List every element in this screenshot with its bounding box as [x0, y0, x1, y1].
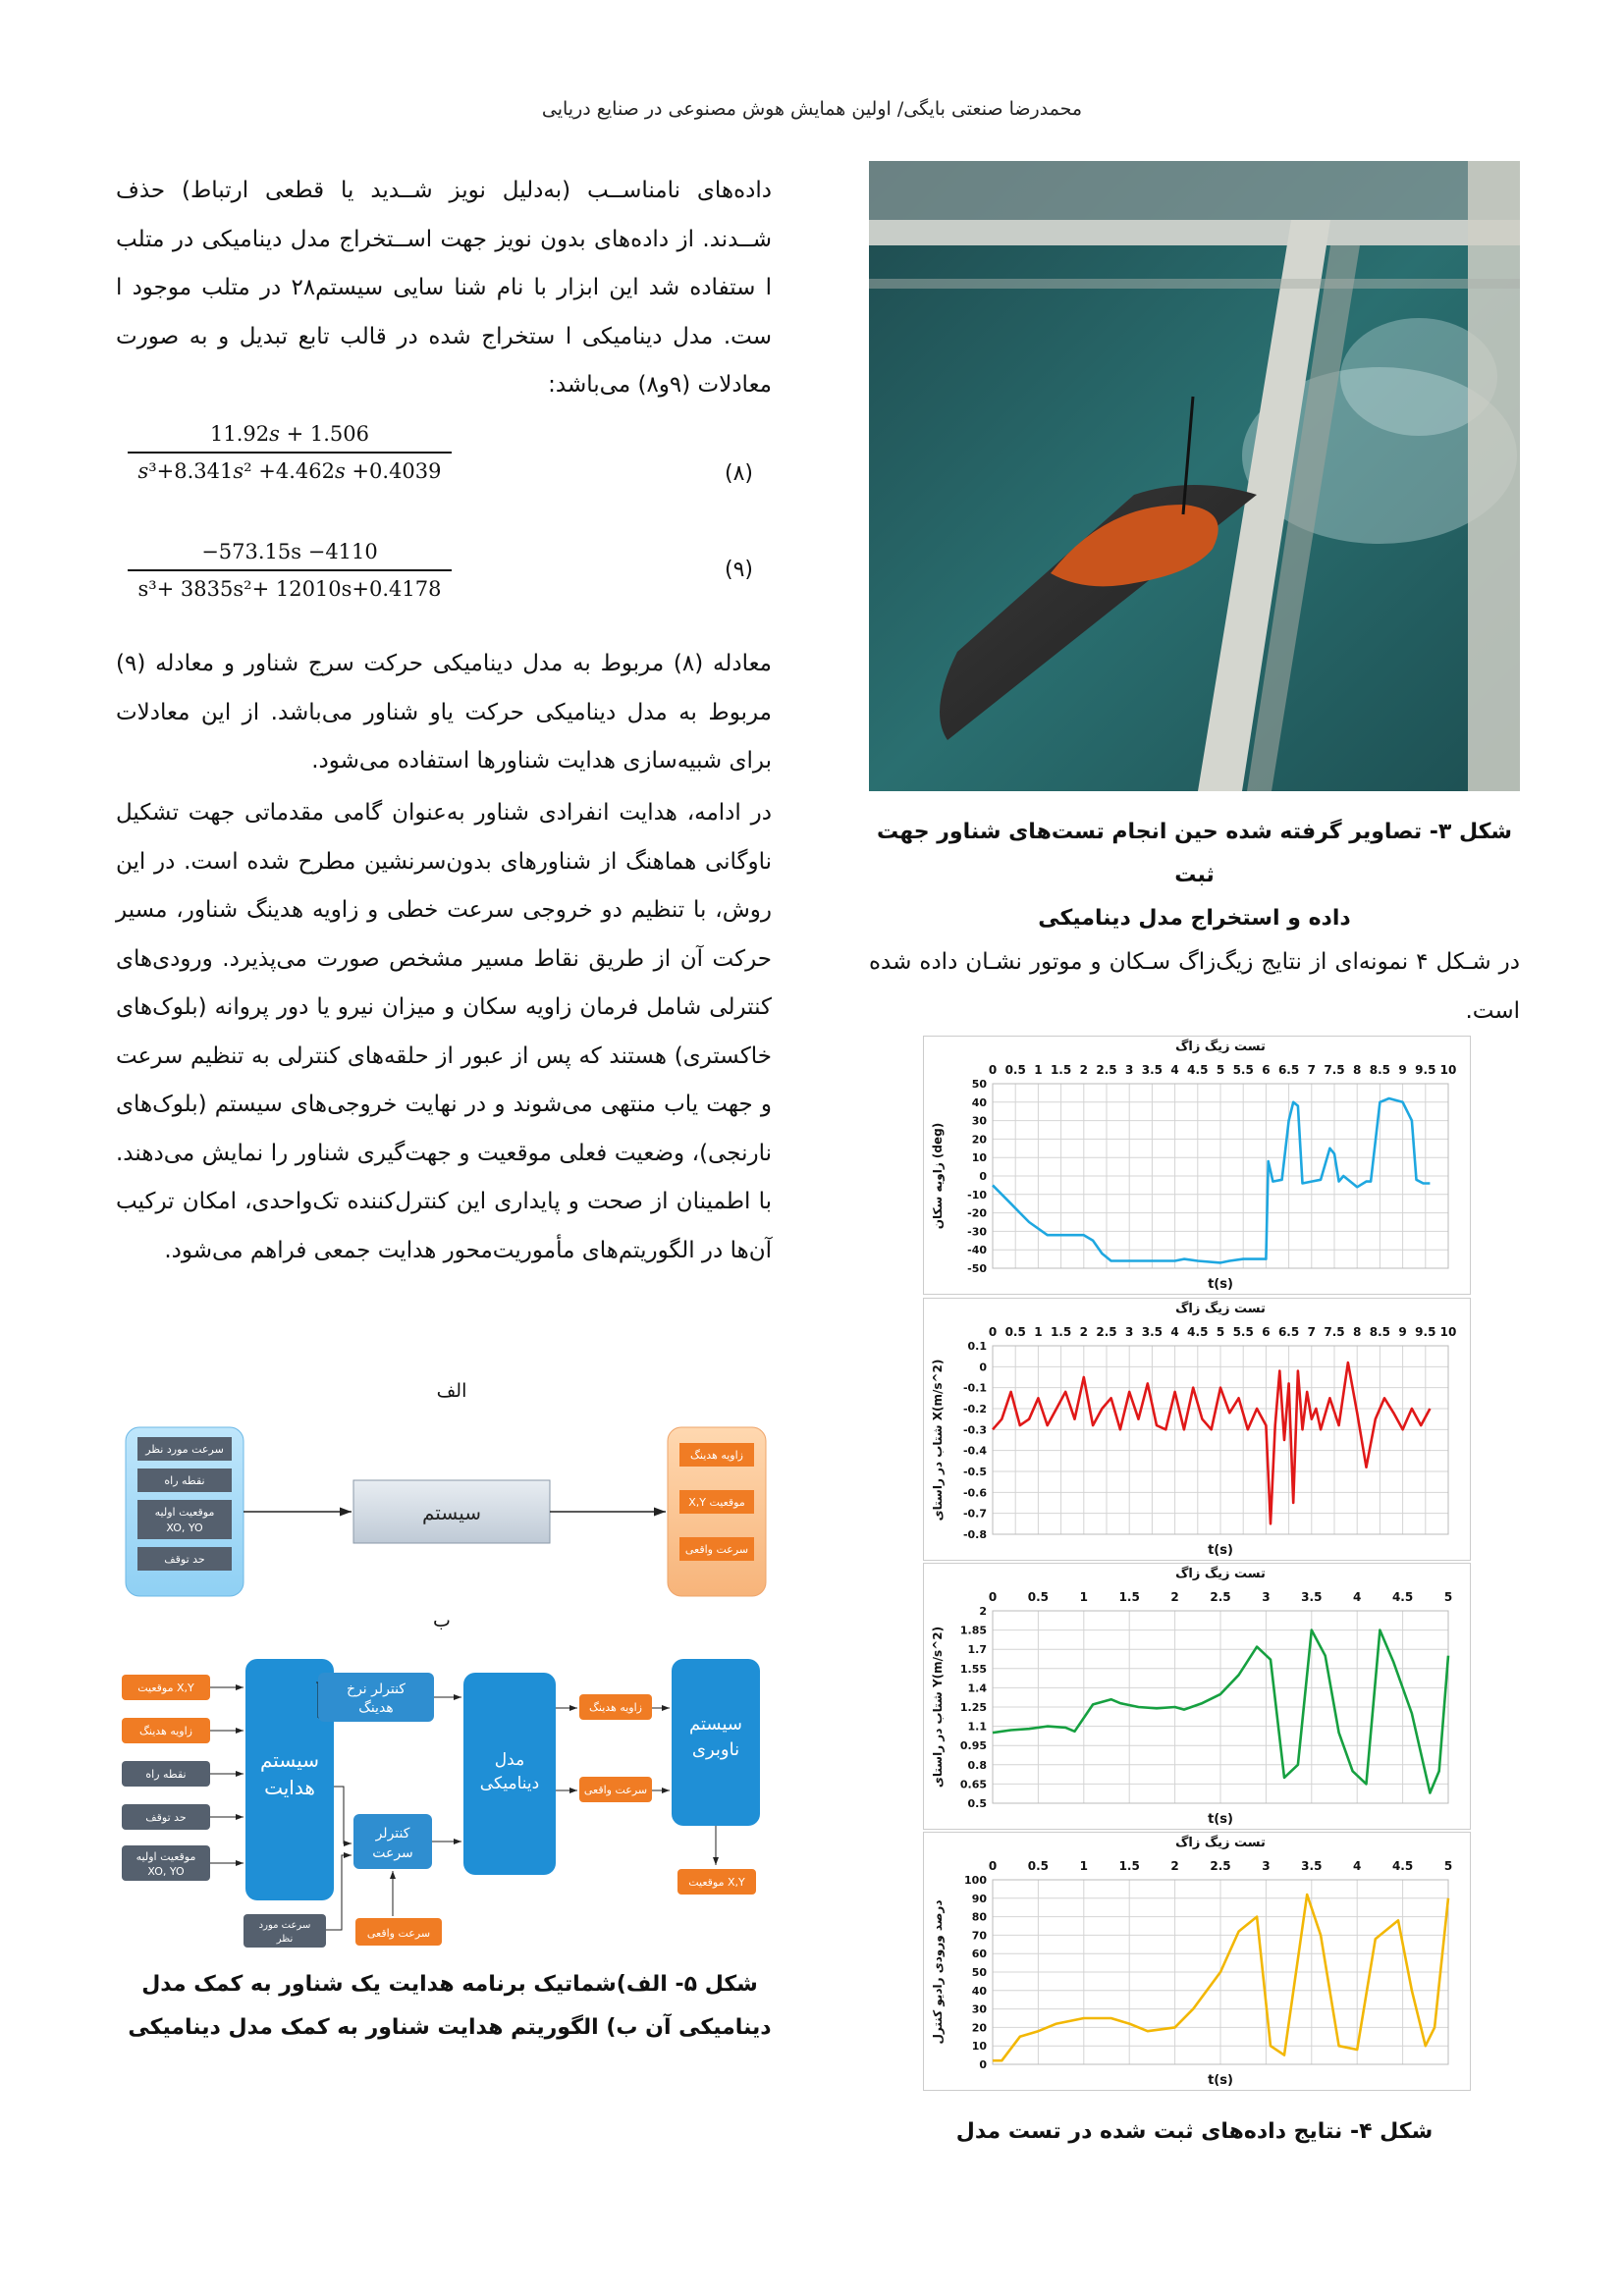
x-tick-label: 5: [1216, 1325, 1225, 1339]
y-tick-label: -10: [967, 1188, 987, 1201]
x-axis-label: t(s): [1208, 1277, 1233, 1292]
fig5a-input-text: سرعت مورد نظر: [145, 1443, 224, 1456]
x-tick-label: 1.5: [1050, 1325, 1072, 1339]
x-tick-label: 4.5: [1187, 1063, 1209, 1077]
frame-beam: [869, 220, 1520, 245]
eq8-fraction-bar: [128, 452, 452, 454]
fig5b-dynamic-model-text: مدل: [494, 1750, 525, 1770]
right-paragraph: در شـکل ۴ نمونه‌ای از نتایج زیگ‌زاگ سـکان و موتور نشـان داده شده است.: [869, 949, 1520, 1024]
paragraph-1: داده‌های نامناســب (به‌دلیل نویز شــدید یا قطعی ارتباط) حذف شــدند. از داده‌های بدون نویز جهت اســتخراج مدل دینامیکی در متلب ا ستفاده شد این ابزار با نام شنا سایی سیستم۲۸ در متلب موجود ا ست. مدل دینامیکی ا ستخراج شده در قالب تابع تبدیل و به صورت معادلات (۹و۸) می‌باشد:: [116, 178, 772, 398]
x-tick-label: 0.5: [1004, 1325, 1026, 1339]
x-tick-label: 8.5: [1369, 1325, 1391, 1339]
x-tick-label: 1.5: [1118, 1859, 1140, 1873]
x-tick-label: 1.5: [1050, 1063, 1072, 1077]
fig4-chart-accel-x: [923, 1298, 1471, 1561]
x-tick-label: 2.5: [1210, 1590, 1231, 1604]
fig5b-guidance-text: سیستم: [260, 1748, 319, 1772]
fig3-caption-line2: داده و استخراج مدل دینامیکی: [1038, 906, 1351, 931]
chart-title: تست زیگ زاگ: [1175, 1302, 1266, 1316]
y-tick-label: -0.7: [962, 1507, 987, 1521]
fig3-caption: [869, 811, 1520, 940]
fig5b-heading-ctrl-text: کنترلر نرخ: [347, 1682, 406, 1697]
y-axis-label: شتاب در راستای X(m/s^2): [931, 1359, 945, 1522]
x-tick-label: 7.5: [1324, 1063, 1345, 1077]
y-tick-label: 1.1: [967, 1720, 987, 1734]
fig5-caption: [116, 1963, 784, 2050]
x-tick-label: 7: [1307, 1063, 1316, 1077]
x-tick-label: 6: [1262, 1325, 1271, 1339]
chart-svg: [924, 1833, 1470, 2090]
y-tick-label: 0: [979, 1361, 987, 1374]
fig5-caption-line1: شکل ۵- الف)شماتیک برنامه هدایت یک شناور به کمک مدل: [141, 1972, 758, 1997]
x-tick-label: 2.5: [1096, 1325, 1117, 1339]
y-tick-label: -0.4: [962, 1444, 987, 1458]
fig5b-input-text: موقعیت اولیه: [135, 1850, 196, 1863]
x-axis-label: t(s): [1208, 1812, 1233, 1827]
eq9-number: (۹): [725, 558, 753, 582]
y-tick-label: 40: [971, 1984, 987, 1998]
fig5b-nav-out-text: موقعیت X,Y: [688, 1876, 745, 1889]
x-tick-label: 4: [1170, 1063, 1179, 1077]
x-tick-label: 4: [1353, 1859, 1362, 1873]
chart-title: تست زیگ زاگ: [1175, 1836, 1266, 1850]
x-tick-label: 10: [1439, 1063, 1457, 1077]
x-tick-label: 1.5: [1118, 1590, 1140, 1604]
chart-svg: [924, 1037, 1470, 1294]
y-tick-label: 0.1: [967, 1340, 987, 1353]
x-tick-label: 8.5: [1369, 1063, 1391, 1077]
x-tick-label: 5.5: [1232, 1325, 1254, 1339]
chart-svg: [924, 1299, 1470, 1560]
y-tick-label: -50: [967, 1262, 987, 1275]
x-tick-label: 1: [1034, 1325, 1043, 1339]
series-line: [993, 1362, 1430, 1523]
x-tick-label: 3: [1125, 1325, 1134, 1339]
fig5b-desired-speed-text: نظر: [276, 1934, 294, 1945]
y-tick-label: -30: [967, 1225, 987, 1239]
x-tick-label: 5: [1443, 1859, 1453, 1873]
fig5-caption-line2: دینامیکی آن ب) الگوریتم هدایت شناور به کمک مدل دینامیکی: [128, 2015, 772, 2040]
running-header: محمدرضا صنعتی بایگی/ اولین همایش هوش مصنوعی در صنایع دریایی: [541, 98, 1083, 120]
fig5b-speed-ctrl-text: سرعت: [372, 1845, 413, 1861]
y-tick-label: 0: [979, 2058, 987, 2071]
fig5-label-b: ب: [433, 1610, 451, 1631]
x-tick-label: 0.5: [1004, 1063, 1026, 1077]
y-tick-label: -0.1: [962, 1381, 987, 1395]
eq9-fraction-bar: [128, 569, 452, 571]
y-tick-label: -0.2: [962, 1403, 987, 1415]
fig5a-output-text: X,Y موقعیت: [688, 1496, 745, 1509]
fig5a-input-text: XO, YO: [166, 1522, 203, 1534]
fig4-chart-rudder: [923, 1036, 1471, 1295]
x-tick-label: 6.5: [1277, 1063, 1300, 1077]
y-tick-label: 20: [971, 1133, 987, 1147]
equation-9: [128, 540, 452, 601]
x-tick-label: 5: [1443, 1590, 1453, 1604]
y-tick-label: 80: [971, 1910, 987, 1924]
x-tick-label: 2.5: [1210, 1859, 1231, 1873]
x-tick-label: 6.5: [1277, 1325, 1300, 1339]
x-tick-label: 5: [1216, 1063, 1225, 1077]
fig5a-diagram: [116, 1414, 784, 1610]
x-axis-label: t(s): [1208, 2073, 1233, 2088]
chart-title: تست زیگ زاگ: [1175, 1567, 1266, 1581]
fig5a-input-text: موقعیت اولیه: [154, 1506, 215, 1519]
x-tick-label: 2: [1079, 1325, 1088, 1339]
y-tick-label: -0.5: [962, 1466, 987, 1478]
x-tick-label: 10: [1439, 1325, 1457, 1339]
x-tick-label: 3.5: [1141, 1325, 1164, 1339]
x-tick-label: 7: [1307, 1325, 1316, 1339]
x-tick-label: 3.5: [1301, 1859, 1323, 1873]
y-tick-label: 20: [971, 2021, 987, 2035]
y-tick-label: 60: [971, 1948, 987, 1961]
fig5b-input-text: XO, YO: [147, 1865, 185, 1878]
y-tick-label: 40: [971, 1095, 987, 1109]
y-tick-label: 10: [971, 2040, 987, 2054]
fig5b-dyn-out-text: سرعت واقعی: [583, 1784, 648, 1796]
fig5b-guidance-text: هدایت: [264, 1776, 315, 1799]
x-tick-label: 8: [1353, 1325, 1362, 1339]
fig5b-input-text: موقعیت X,Y: [137, 1682, 194, 1694]
y-tick-label: 50: [971, 1078, 987, 1091]
fig5b-real-speed-text: سرعت واقعی: [366, 1927, 431, 1940]
x-tick-label: 4.5: [1187, 1325, 1209, 1339]
x-tick-label: 0.5: [1027, 1859, 1050, 1873]
eq8-number: (۸): [725, 461, 753, 486]
x-tick-label: 0: [988, 1590, 998, 1604]
x-tick-label: 3.5: [1141, 1063, 1164, 1077]
fig3-boat-photo: [869, 161, 1520, 791]
x-tick-label: 1: [1034, 1063, 1043, 1077]
x-tick-label: 0.5: [1027, 1590, 1050, 1604]
fig5b-desired-speed-text: سرعت مورد: [258, 1920, 311, 1931]
x-tick-label: 2: [1170, 1859, 1179, 1873]
x-tick-label: 2: [1079, 1063, 1088, 1077]
fig5b-heading-ctrl-text: هدینگ: [358, 1700, 394, 1716]
x-tick-label: 3.5: [1301, 1590, 1323, 1604]
fig5a-input-text: نقطه راه: [164, 1474, 205, 1487]
fig5a-input-text: حد توقف: [164, 1553, 205, 1566]
y-tick-label: -0.3: [962, 1423, 987, 1437]
y-tick-label: 90: [971, 1892, 987, 1905]
y-tick-label: -0.6: [962, 1486, 987, 1500]
x-tick-label: 1: [1079, 1859, 1088, 1873]
fig5b-navigation-text: ناوبری: [691, 1739, 740, 1760]
y-axis-label: درصد ورودی رادیو کنترل: [931, 1899, 945, 2045]
x-tick-label: 3: [1262, 1859, 1271, 1873]
eq8-numerator: 11.92𝑠 + 1.506: [210, 422, 369, 446]
x-tick-label: 4.5: [1391, 1590, 1414, 1604]
fig5-label-a: الف: [436, 1380, 467, 1402]
series-line: [993, 1098, 1430, 1262]
x-tick-label: 3: [1262, 1590, 1271, 1604]
x-tick-label: 2.5: [1096, 1063, 1117, 1077]
x-tick-label: 0: [988, 1325, 998, 1339]
fig5b-arrow: [334, 1787, 352, 1843]
fig5a-system-text: سیستم: [422, 1501, 481, 1524]
paragraph-3: در ادامه، هدایت انفرادی شناور به‌عنوان گامی مقدماتی جهت تشکیل ناوگانی هماهنگ از شناورهای بدون‌سرنشین مطرح شده است. در این روش، با تنظیم دو خروجی سرعت خطی و زاویه هدینگ شناور، مسیر حرکت آن از طریق نقاط مسیر مشخص صورت می‌پذیرد. ورودی‌های کنترلی شامل فرمان زاویه سکان و میزان نیرو یا دور پروانه (بلوک‌های خاکستری) هستند که پس از عبور از حلقه‌های کنترلی به تنظیم سرعت و جهت یاب منتهی می‌شوند و در نهایت خروجی‌های سیستم (بلوک‌های نارنجی)، وضعیت فعلی موقعیت و جهت‌گیری شناور را نمایش می‌دهند. با اطمینان از صحت و پایداری این کنترل‌کننده تک‌واحدی، امکان ترکیب آن‌ها در الگوریتم‌های مأموریت‌محور هدایت جمعی فراهم می‌شود.: [116, 800, 772, 1263]
x-tick-label: 4: [1170, 1325, 1179, 1339]
x-tick-label: 3: [1125, 1063, 1134, 1077]
x-tick-label: 9: [1398, 1325, 1407, 1339]
y-tick-label: 1.4: [967, 1682, 987, 1695]
x-tick-label: 9: [1398, 1063, 1407, 1077]
y-tick-label: -20: [967, 1206, 987, 1220]
x-tick-label: 7.5: [1324, 1325, 1345, 1339]
x-tick-label: 9.5: [1415, 1063, 1436, 1077]
chart-svg: [924, 1564, 1470, 1829]
y-tick-label: 10: [971, 1151, 987, 1165]
paragraph-2: معادله (۸) مربوط به مدل دینامیکی حرکت سرج شناور و معادله (۹) مربوط به مدل دینامیکی حرکت یاو شناور می‌باشد. از این معادلات برای شبیه‌سازی هدایت شناورها استفاده می‌شود.: [116, 651, 772, 774]
x-tick-label: 9.5: [1415, 1325, 1436, 1339]
y-tick-label: 70: [971, 1929, 987, 1943]
y-tick-label: 1.85: [959, 1624, 987, 1637]
fig5b-dynamic-model-text: دینامیکی: [479, 1774, 540, 1793]
y-tick-label: 100: [964, 1874, 987, 1887]
boat-photo-illustration: [869, 161, 1520, 791]
y-tick-label: 1.25: [959, 1701, 987, 1714]
fig5b-navigation-text: سیستم: [689, 1714, 742, 1735]
x-tick-label: 1: [1079, 1590, 1088, 1604]
eq9-denominator: s³+ 3835s²+ 12010s+0.4178: [137, 577, 442, 601]
x-tick-label: 6: [1262, 1063, 1271, 1077]
y-tick-label: -40: [967, 1244, 987, 1257]
x-tick-label: 4: [1353, 1590, 1362, 1604]
y-tick-label: 30: [971, 2002, 987, 2016]
fig4-chart-accel-y: [923, 1563, 1471, 1830]
x-tick-label: 5.5: [1232, 1063, 1254, 1077]
y-tick-label: 0.65: [959, 1778, 987, 1791]
x-tick-label: 8: [1353, 1063, 1362, 1077]
y-tick-label: 0: [979, 1170, 987, 1183]
fig5a-output-text: سرعت واقعی: [684, 1543, 749, 1556]
chart-title: تست زیگ زاگ: [1175, 1040, 1266, 1054]
x-tick-label: 0: [988, 1859, 998, 1873]
fig4-chart-rc-input: [923, 1832, 1471, 2091]
y-tick-label: -0.8: [962, 1528, 987, 1541]
y-tick-label: 0.5: [967, 1797, 987, 1810]
y-axis-label: زاویه سکان (deg): [931, 1122, 945, 1230]
eq8-denominator: 𝑠³+8.341𝑠² +4.462𝑠 +0.4039: [137, 459, 442, 483]
y-tick-label: 0.8: [967, 1758, 987, 1772]
fig3-caption-line1: شکل ۳- تصاویر گرفته شده حین انجام تست‌های شناور جهت ثبت: [876, 820, 1513, 887]
fig5b-input-text: نقطه راه: [145, 1768, 187, 1781]
x-tick-label: 2: [1170, 1590, 1179, 1604]
y-tick-label: 1.55: [959, 1662, 987, 1676]
fig5b-speed-ctrl-text: کنترلر: [375, 1826, 410, 1842]
fig5b-diagram: [116, 1639, 784, 1953]
y-axis-label: شتاب در راستای Y(m/s^2): [931, 1626, 945, 1789]
fig5b-input-text: زاویه هدینگ: [139, 1725, 192, 1737]
y-tick-label: 0.95: [959, 1739, 987, 1753]
fig4-caption: شکل ۴- نتایج داده‌های ثبت شده در تست مدل: [955, 2119, 1434, 2144]
x-tick-label: 0: [988, 1063, 998, 1077]
fig5b-input-text: حد توقف: [145, 1811, 187, 1824]
fig5b-dyn-out-text: زاویه هدینگ: [589, 1701, 642, 1714]
y-tick-label: 2: [979, 1605, 987, 1618]
y-tick-label: 50: [971, 1966, 987, 1979]
x-axis-label: t(s): [1208, 1543, 1233, 1558]
y-tick-label: 30: [971, 1114, 987, 1128]
eq9-numerator: −573.15s −4110: [201, 540, 378, 563]
fig5a-output-text: زاویه هدینگ: [690, 1449, 743, 1462]
y-tick-label: 1.7: [967, 1643, 987, 1657]
x-tick-label: 4.5: [1391, 1859, 1414, 1873]
equation-8: [128, 422, 452, 483]
